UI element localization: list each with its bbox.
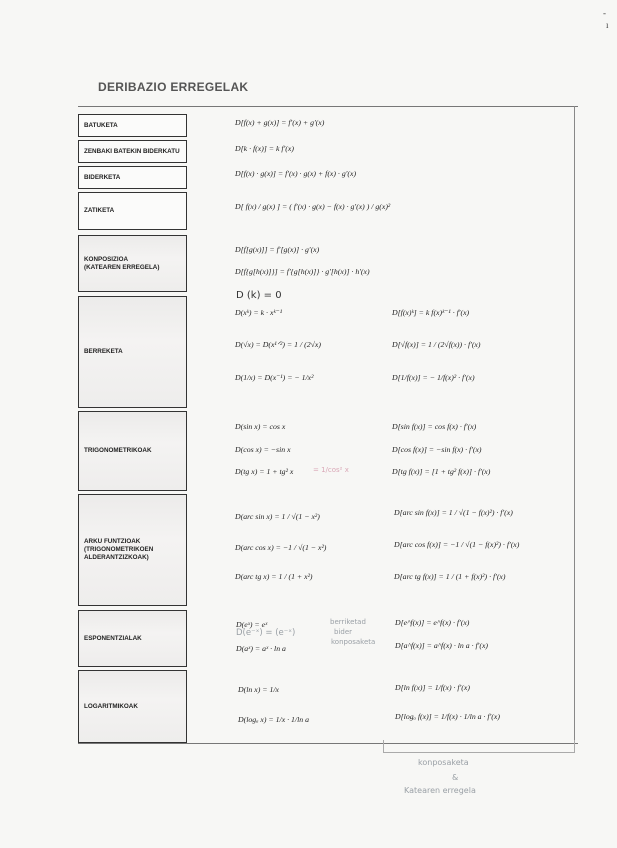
formula-log-2-right: D[logₐ f(x)] = 1/f(x) · 1/ln a · f′(x) — [395, 712, 500, 721]
formula-arku-1-right: D[arc sin f(x)] = 1 / √(1 − f(x)²) · f′(x) — [394, 508, 513, 517]
label-berreketa: BERREKETA — [78, 296, 187, 408]
formula-trig-1-right: D[sin f(x)] = cos f(x) · f′(x) — [392, 422, 477, 431]
formula-batuketa: D[f(x) + g(x)] = f′(x) + g′(x) — [235, 118, 325, 127]
formula-konposizioa-2: D[f{g[h(x)]}] = f′{g[h(x)]} · g′[h(x)] · h′(x) — [235, 267, 370, 276]
formula-exp-1: D(eˣ) = eˣ — [236, 620, 268, 629]
label-logaritmikoak: LOGARITMIKOAK — [78, 670, 187, 743]
formula-arku-3: D(arc tg x) = 1 / (1 + x²) — [235, 572, 313, 581]
right-rule — [574, 106, 575, 743]
formula-arku-3-right: D[arc tg f(x)] = 1 / (1 + f(x)²) · f′(x) — [394, 572, 506, 581]
formula-trig-3: D(tg x) = 1 + tg² x — [235, 467, 294, 476]
handwritten-tg-alt: = 1/cos² x — [313, 466, 349, 474]
label-esponentzialak: ESPONENTZIALAK — [78, 610, 187, 667]
handwritten-note-1: berriketad — [330, 618, 366, 626]
handwritten-bottom-2: Katearen erregela — [404, 786, 476, 795]
formula-biderketa: D[f(x) · g(x)] = f′(x) · g(x) + f(x) · g′(x) — [235, 169, 357, 178]
formula-arku-2-right: D[arc cos f(x)] = −1 / √(1 − f(x)²) · f′(x) — [394, 540, 520, 549]
corner-mark: - — [603, 8, 606, 18]
label-batuketa: BATUKETA — [78, 114, 187, 137]
handwritten-dk: D (k) = 0 — [236, 290, 282, 301]
label-trigonometrikoak: TRIGONOMETRIKOAK — [78, 411, 187, 491]
handwritten-emx: D(e⁻ˣ) = (e⁻ˣ) — [236, 628, 296, 638]
formula-berreketa-1: D(xᵏ) = k · xᵏ⁻¹ — [235, 308, 283, 317]
page-title: DERIBAZIO ERREGELAK — [98, 80, 249, 94]
formula-berreketa-3: D(1/x) = D(x⁻¹) = − 1/x² — [235, 373, 314, 382]
formula-exp-1-right: D[e^f(x)] = e^f(x) · f′(x) — [395, 618, 470, 627]
label-konposizioa: KONPOSIZIOA (KATEAREN ERREGELA) — [78, 235, 187, 292]
formula-trig-2-right: D[cos f(x)] = −sin f(x) · f′(x) — [392, 445, 482, 454]
formula-berreketa-2-right: D[√f(x)] = 1 / (2√f(x)) · f′(x) — [392, 340, 481, 349]
handwritten-bracket — [383, 740, 575, 753]
formula-exp-2: D(aˣ) = aˣ · ln a — [236, 644, 286, 653]
formula-log-2: D(logₐ x) = 1/x · 1/ln a — [238, 715, 309, 724]
top-rule — [78, 106, 578, 107]
label-zenbaki: ZENBAKI BATEKIN BIDERKATU — [78, 140, 187, 163]
formula-berreketa-2: D(√x) = D(x¹ᐟ²) = 1 / (2√x) — [235, 340, 321, 349]
formula-zenbaki: D[k · f(x)] = k f′(x) — [235, 144, 294, 153]
label-biderketa: BIDERKETA — [78, 166, 187, 189]
formula-arku-2: D(arc cos x) = −1 / √(1 − x²) — [235, 543, 327, 552]
formula-log-1: D(ln x) = 1/x — [238, 685, 279, 694]
formula-berreketa-1-right: D[f(x)ᵏ] = k f(x)ᵏ⁻¹ · f′(x) — [392, 308, 470, 317]
formula-trig-2: D(cos x) = −sin x — [235, 445, 291, 454]
formula-konposizioa-1: D[f[g(x)]] = f′[g(x)] · g′(x) — [235, 245, 320, 254]
handwritten-bottom-amp: & — [452, 773, 459, 782]
handwritten-bottom-1: konposaketa — [418, 758, 469, 767]
handwritten-note-3: konposaketa — [331, 638, 376, 646]
corner-mark-2: ı — [606, 20, 609, 30]
formula-berreketa-3-right: D[1/f(x)] = − 1/f(x)² · f′(x) — [392, 373, 475, 382]
formula-trig-3-right: D[tg f(x)] = [1 + tg² f(x)] · f′(x) — [392, 467, 491, 476]
formula-arku-1: D(arc sin x) = 1 / √(1 − x²) — [235, 512, 320, 521]
formula-exp-2-right: D[a^f(x)] = a^f(x) · ln a · f′(x) — [395, 641, 489, 650]
label-arku-funtzioak: ARKU FUNTZIOAK (TRIGONOMETRIKOEN ALDERANTZIZKOAK) — [78, 494, 187, 606]
formula-log-1-right: D[ln f(x)] = 1/f(x) · f′(x) — [395, 683, 470, 692]
label-zatiketa: ZATIKETA — [78, 192, 187, 230]
handwritten-note-2: bider — [334, 628, 353, 636]
formula-trig-1: D(sin x) = cos x — [235, 422, 286, 431]
formula-zatiketa: D[ f(x) / g(x) ] = ( f′(x) · g(x) − f(x) · g′(x) ) / g(x)² — [235, 202, 391, 211]
